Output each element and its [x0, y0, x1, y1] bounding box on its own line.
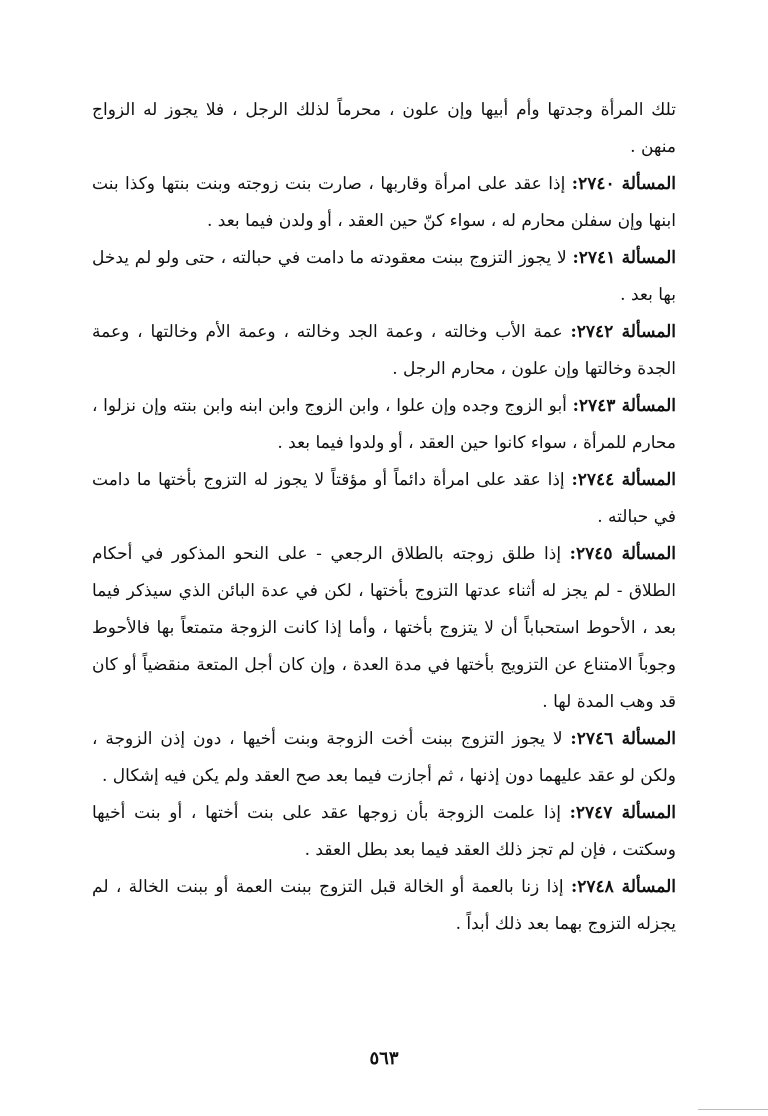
issue-text: إذا زنا بالعمة أو الخالة قبل التزوج ببنت العمة أو ببنت الخالة ، لم يجزله التزوج بهما بعد ذلك أبداً .	[92, 877, 676, 934]
issue-2744	[92, 462, 676, 536]
issue-2746	[92, 721, 676, 795]
issue-label: المسألة ٢٧٤٢:	[570, 322, 676, 342]
issue-label: المسألة ٢٧٤٧:	[569, 803, 676, 823]
issue-2741	[92, 240, 676, 314]
issue-2745	[92, 536, 676, 721]
issue-label: المسألة ٢٧٤٥:	[569, 544, 676, 564]
issue-2740	[92, 166, 676, 240]
issue-label: المسألة ٢٧٤٠:	[571, 174, 676, 194]
issue-2742	[92, 314, 676, 388]
issue-text: إذا علمت الزوجة بأن زوجها عقد على بنت أختها ، أو بنت أخيها وسكتت ، فإن لم تجز ذلك العقد فيما بعد بطل العقد .	[92, 803, 676, 860]
issue-label: المسألة ٢٧٤٦:	[570, 729, 676, 749]
issue-text: لا يجوز التزوج ببنت معقودته ما دامت في حبالته ، حتى ولو لم يدخل بها بعد .	[92, 248, 676, 305]
issue-text: إذا طلق زوجته بالطلاق الرجعي - على النحو المذكور في أحكام الطلاق - لم يجز له أثناء عدتها التزوج بأختها ، لكن في عدة البائن الذي سيذكر فيما بعد ، الأحوط استحباباً أن لا يتزوج بأختها ، وأما إذا كانت الزوجة متمتعاً بها فالأحوط وجوباً الامتناع عن التزويج بأختها في مدة العدة ، وإن كان أجل المتعة منقضياً أو كان قد وهب المدة لها .	[92, 544, 676, 712]
issue-2743	[92, 388, 676, 462]
scan-edge-divider	[698, 1109, 768, 1110]
issue-text: لا يجوز التزوج ببنت أخت الزوجة وبنت أخيها ، دون إذن الزوجة ، ولكن لو عقد عليهما دون إذنها ، ثم أجازت فيما بعد صح العقد ولم يكن فيه إشكال .	[92, 729, 676, 786]
issue-text: عمة الأب وخالته ، وعمة الجد وخالته ، وعمة الأم وخالتها ، وعمة الجدة وخالتها وإن علون ، محارم الرجل .	[92, 322, 676, 379]
issue-label: المسألة ٢٧٤٤:	[571, 470, 676, 490]
issue-label: المسألة ٢٧٤٨:	[570, 877, 676, 897]
intro-paragraph: تلك المرأة وجدتها وأم أبيها وإن علون ، محرماً لذلك الرجل ، فلا يجوز له الزواج منهن .	[92, 100, 676, 157]
issue-label: المسألة ٢٧٤١:	[572, 248, 676, 268]
issue-text: أبو الزوج وجده وإن علوا ، وابن الزوج وابن ابنه وابن بنته وإن نزلوا ، محارم للمرأة ، سواء كانوا حين العقد ، أو ولدوا فيما بعد .	[92, 396, 676, 453]
issue-label: المسألة ٢٧٤٣:	[572, 396, 676, 416]
issue-text: إذا عقد على امرأة وقاربها ، صارت بنت زوجته وبنت بنتها وكذا بنت ابنها وإن سفلن محارم له ، سواء كنّ حين العقد ، أو ولدن فيما بعد .	[92, 174, 676, 231]
page-number: ٥٦٣	[369, 1048, 399, 1069]
page-body	[92, 92, 676, 943]
issue-2748	[92, 869, 676, 943]
issue-2747	[92, 795, 676, 869]
issue-text: إذا عقد على امرأة دائماً أو مؤقتاً لا يجوز له التزوج بأختها ما دامت في حبالته .	[92, 470, 676, 527]
